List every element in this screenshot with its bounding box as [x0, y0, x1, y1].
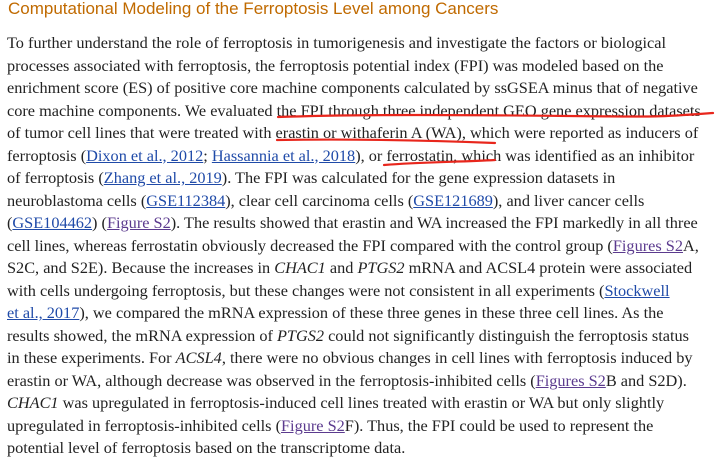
- text-run: in these experiments. For: [7, 348, 176, 367]
- text-run: ) (: [92, 213, 107, 232]
- paragraph-line: [7, 437, 719, 460]
- text-run: could not significantly distinguish the ferroptosis status: [324, 325, 689, 345]
- text-run: ), or ferrostatin, which was identified as an inhibitor: [355, 145, 695, 165]
- text-run: ), clear cell carcinoma cells (: [225, 190, 414, 210]
- paragraph-line: [7, 190, 719, 213]
- paragraph-line: [7, 122, 719, 145]
- citation-link[interactable]: GSE104462: [12, 213, 93, 232]
- text-run: A,: [682, 235, 699, 255]
- text-run: mRNA and ACSL4 protein were associated: [404, 258, 693, 277]
- text-run: neuroblastoma cells (: [7, 190, 147, 210]
- text-run: erastin or WA, although decrease was observed in the ferroptosis-inhibited cells (: [7, 370, 536, 390]
- paragraph-line: [7, 145, 719, 168]
- citation-link[interactable]: Stockwell: [604, 280, 670, 300]
- paragraph-line: [7, 392, 719, 415]
- paragraph-line: [7, 257, 719, 280]
- text-run: and: [325, 258, 358, 277]
- text-run: ), we compared the mRNA expression of these three genes in these three cell lines. As the: [79, 303, 664, 322]
- text-run: upregulated in ferroptosis-inhibited cells (: [7, 415, 281, 435]
- paragraph-line: [7, 235, 719, 258]
- gene-name: CHAC1: [274, 258, 326, 277]
- figure-link[interactable]: Figure S2: [106, 213, 171, 232]
- gene-name: ACSL4: [175, 348, 222, 367]
- paragraph-line: [7, 325, 719, 348]
- text-run: was upregulated in ferroptosis-induced cell lines treated with erastin or WA but only slightly: [58, 393, 665, 412]
- paragraph-line: [7, 212, 719, 235]
- paragraph-line: [7, 370, 719, 393]
- paragraph-line: [7, 77, 719, 100]
- gene-name: CHAC1: [7, 393, 59, 412]
- paragraph-line: [7, 32, 719, 55]
- paragraph-line: [7, 347, 719, 370]
- text-run: with cells undergoing ferroptosis, but these changes were not consistent in all experiments (: [7, 280, 605, 300]
- paragraph-line: [7, 55, 719, 78]
- text-run: B and S2D).: [605, 370, 687, 390]
- text-run: ). The FPI was calculated for the gene expression datasets in: [221, 168, 616, 187]
- text-run: processes associated with ferroptosis, the ferroptosis potential index (FPI) was modeled based on the: [7, 55, 664, 75]
- text-run: enrichment score (ES) of positive core machine components calculated by ssGSEA minus that of negative: [7, 78, 698, 97]
- paragraph-line: [7, 302, 719, 325]
- text-run: potential level of ferroptosis based on the transcriptome data.: [7, 438, 406, 457]
- text-run: F). Thus, the FPI could be used to represent the: [344, 415, 654, 435]
- gene-name: PTGS2: [276, 325, 325, 345]
- citation-link[interactable]: Hassannia et al., 2018: [211, 145, 356, 165]
- figure-link[interactable]: Figures S2: [612, 235, 683, 255]
- text-run: S2C, and S2E). Because the increases in: [7, 258, 275, 277]
- text-run: ), and liver cancer cells: [492, 190, 645, 210]
- body-paragraph: [7, 32, 719, 460]
- citation-link[interactable]: et al., 2017: [7, 303, 80, 322]
- figure-link[interactable]: Figure S2: [281, 415, 345, 435]
- text-run: cell lines, whereas ferrostatin obviously decreased the FPI compared with the control group (: [7, 235, 613, 255]
- text-run: of tumor cell lines that were treated with erastin or withaferin A (WA), which were reported as inducers of: [7, 123, 699, 142]
- text-run: results showed, the mRNA expression of: [7, 325, 277, 345]
- text-run: ferroptosis (: [7, 145, 87, 165]
- citation-link[interactable]: Zhang et al., 2019: [103, 168, 222, 187]
- section-heading: Computational Modeling of the Ferroptosis Level among Cancers: [8, 0, 499, 18]
- text-run: , there were no obvious changes in cell lines with ferroptosis induced by: [221, 348, 693, 367]
- text-run: ). The results showed that erastin and WA increased the FPI markedly in all three: [170, 213, 698, 232]
- paragraph-line: [7, 280, 719, 303]
- gene-name: PTGS2: [357, 258, 405, 277]
- citation-link[interactable]: Dixon et al., 2012: [86, 145, 204, 165]
- text-run: ;: [203, 145, 212, 165]
- paragraph-line: [7, 167, 719, 190]
- citation-link[interactable]: GSE112384: [146, 190, 226, 210]
- citation-link[interactable]: GSE121689: [413, 190, 493, 210]
- figure-link[interactable]: Figures S2: [535, 370, 606, 390]
- text-run: core machine components. We evaluated the FPI through three independent GEO gene expression datasets: [7, 100, 701, 120]
- paragraph-line: [7, 415, 719, 438]
- text-run: (: [7, 213, 13, 232]
- text-run: To further understand the role of ferroptosis in tumorigenesis and investigate the factors or biological: [7, 33, 666, 52]
- text-run: of ferroptosis (: [7, 168, 104, 187]
- paragraph-line: [7, 100, 719, 123]
